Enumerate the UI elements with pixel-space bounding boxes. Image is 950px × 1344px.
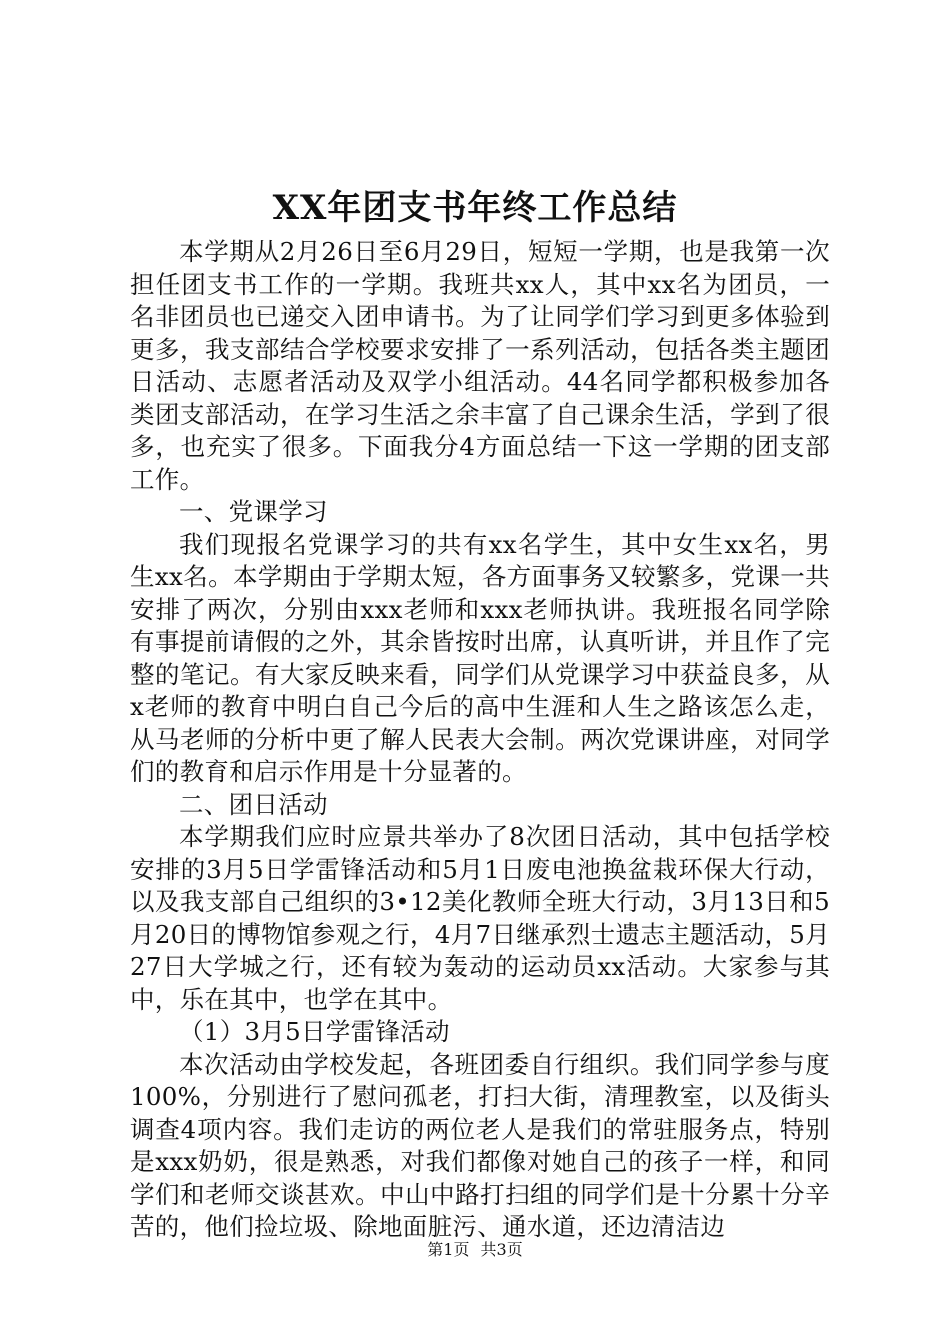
lei-feng-paragraph: 本次活动由学校发起，各班团委自行组织。我们同学参与度100%，分别进行了慰问孤老，打扫大街，清理教室，以及街头调查4项内容。我们走访的两位老人是我们的常驻服务点，特别是xxx奶奶，很是熟悉，对我们都像对她自己的孩子一样，和同学们和老师交谈甚欢。中山中路打扫组的同学们是十分累十分辛苦的，他们捡垃圾、除地面脏污、通水道，还边清洁边: [130, 1049, 831, 1241]
intro-paragraph: 本学期从2月26日至6月29日，短短一学期，也是我第一次担任团支书工作的一学期。我班共xx人，其中xx名为团员，一名非团员也已递交入团申请书。为了让同学们学习到更多体验到更多，我支部结合学校要求安排了一系列活动，包括各类主题团日活动、志愿者活动及双学小组活动。44名同学都积极参加各类团支部活动，在学习生活之余丰富了自己课余生活，学到了很多，也充实了很多。下面我分4方面总结一下这一学期的团支部工作。: [130, 237, 830, 494]
league-day-paragraph: 本学期我们应时应景共举办了8次团日活动，其中包括学校安排的3月5日学雷锋活动和5月1日废电池换盆栽环保大行动，以及我支部自己组织的3•12美化教师全班大行动，3月13日和5月20日的博物馆参观之行，4月7日继承烈士遗志主题活动，5月27日大学城之行，还有较为轰动的运动员xx活动。大家参与其中，乐在其中，也学在其中。: [130, 822, 830, 1014]
subsection-heading-lei-feng: （1）3月5日学雷锋活动: [179, 1017, 450, 1046]
party-class-paragraph: 我们现报名党课学习的共有xx名学生，其中女生xx名，男生xx名。本学期由于学期太短，各方面事务又较繁多，党课一共安排了两次，分别由xxx老师和xxx老师执讲。我班报名同学除有事提前请假的之外，其余皆按时出席，认真听讲，并且作了完整的笔记。有大家反映来看，同学们从党课学习中获益良多，从x老师的教育中明白自己今后的高中生涯和人生之路该怎么走，从马老师的分析中更了解人民表大会制。两次党课讲座，对同学们的教育和启示作用是十分显著的。: [130, 529, 830, 786]
document-title: XX年团支书年终工作总结: [272, 188, 678, 228]
section-heading-league-day: 二、团日活动: [179, 789, 328, 819]
page-number: 第1页: [427, 1240, 470, 1259]
document-body: [130, 236, 830, 1244]
page-footer: [0, 1237, 950, 1260]
section-heading-party-class: 一、党课学习: [179, 497, 328, 526]
page-total: 共3页: [480, 1240, 523, 1259]
